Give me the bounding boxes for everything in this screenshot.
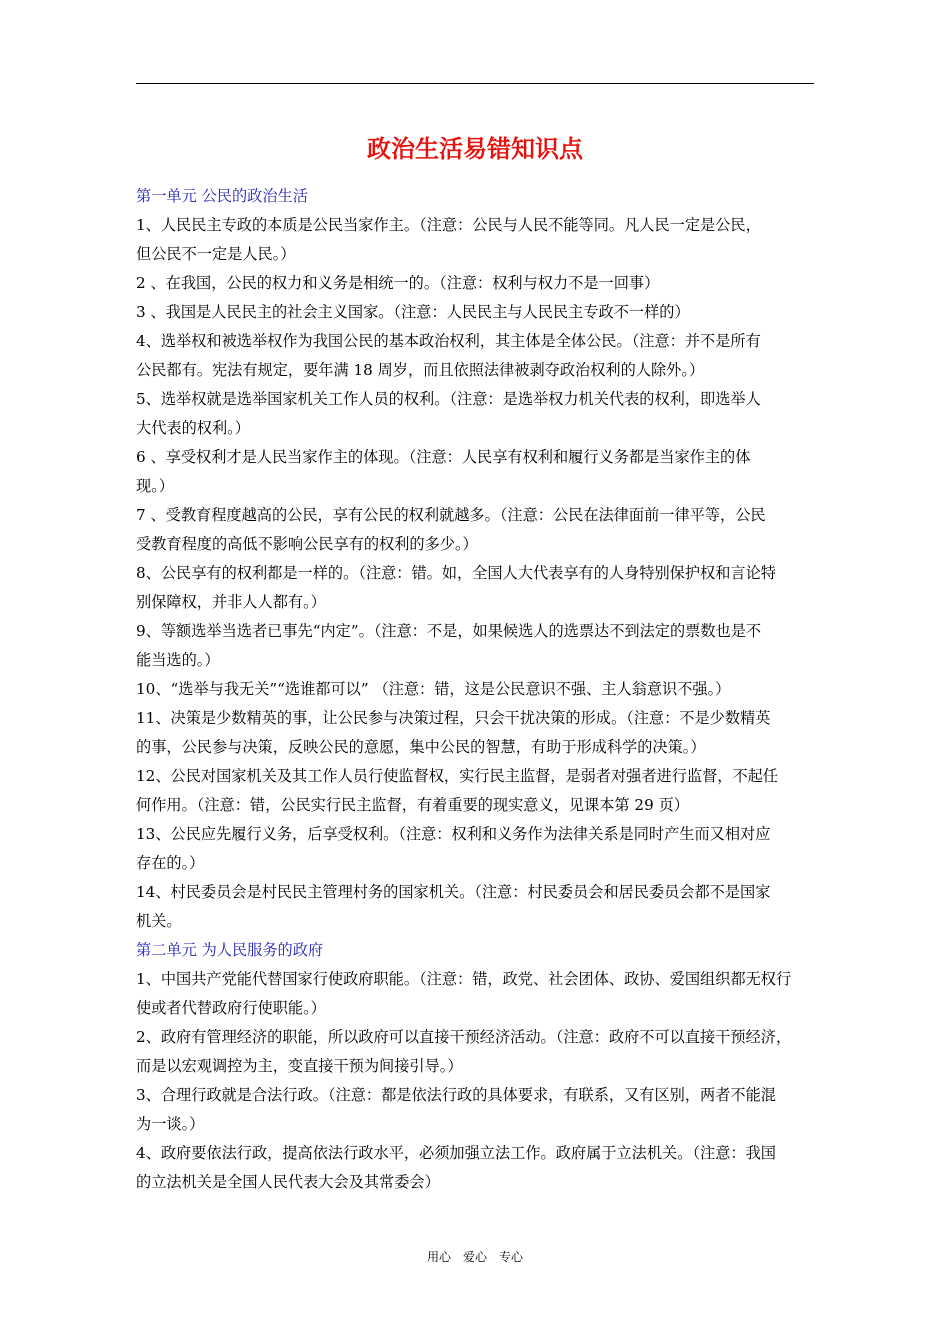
text-line: 现。） — [136, 477, 174, 495]
text-line: 2 、在我国，公民的权力和义务是相统一的。（注意：权利与权力不是一回事） — [136, 274, 660, 292]
text-line: 为一谈。） — [136, 1115, 205, 1133]
section-heading: 第二单元 为人民服务的政府 — [136, 941, 324, 959]
text-line: 2、政府有管理经济的职能，所以政府可以直接干预经济活动。（注意：政府不可以直接干预经济， — [136, 1028, 792, 1046]
text-line: 1、中国共产党能代替国家行使政府职能。（注意：错，政党、社会团体、政协、爱国组织都无权行 — [136, 970, 792, 988]
text-line: 公民都有。宪法有规定，要年满 18 周岁，而且依照法律被剥夺政治权利的人除外。） — [136, 361, 705, 379]
document-body — [136, 182, 818, 1197]
text-line: 10、“选举与我无关”“选谁都可以” （注意：错，这是公民意识不强、主人翁意识不强。） — [136, 680, 731, 698]
text-line: 但公民不一定是人民。） — [136, 245, 296, 263]
text-line: 6 、享受权利才是人民当家作主的体现。（注意：人民享有权利和履行义务都是当家作主的体 — [136, 448, 751, 466]
text-line: 机关。 — [136, 912, 182, 930]
text-line: 而是以宏观调控为主，变直接干预为间接引导。） — [136, 1057, 463, 1075]
text-line: 5、选举权就是选举国家机关工作人员的权利。（注意：是选举权力机关代表的权利，即选举人 — [136, 390, 761, 408]
text-line: 4、政府要依法行政，提高依法行政水平，必须加强立法工作。政府属于立法机关。（注意：我国 — [136, 1144, 776, 1162]
text-line: 的立法机关是全国人民代表大会及其常委会） — [136, 1173, 440, 1191]
text-line: 13、公民应先履行义务，后享受权利。（注意：权利和义务作为法律关系是同时产生而又相对应 — [136, 825, 771, 843]
text-line: 的事，公民参与决策，反映公民的意愿，集中公民的智慧，有助于形成科学的决策。） — [136, 738, 706, 756]
text-line: 3、合理行政就是合法行政。（注意：都是依法行政的具体要求，有联系，又有区别，两者不能混 — [136, 1086, 776, 1104]
text-line: 14、村民委员会是村民民主管理村务的国家机关。（注意：村民委员会和居民委员会都不是国家 — [136, 883, 771, 901]
text-line: 11、决策是少数精英的事，让公民参与决策过程，只会干扰决策的形成。（注意：不是少数精英 — [136, 709, 771, 727]
text-line: 3 、我国是人民民主的社会主义国家。（注意：人民民主与人民民主专政不一样的） — [136, 303, 690, 321]
text-line: 8、公民享有的权利都是一样的。（注意：错。如，全国人大代表享有的人身特别保护权和言论特 — [136, 564, 776, 582]
document-title: 政治生活易错知识点 — [367, 134, 583, 163]
text-line: 1、人民民主专政的本质是公民当家作主。（注意：公民与人民不能等同。凡人民一定是公民， — [136, 216, 761, 234]
text-line: 受教育程度的高低不影响公民享有的权利的多少。） — [136, 535, 478, 553]
text-line: 9、等额选举当选者已事先“内定”。（注意：不是，如果候选人的选票达不到法定的票数也是不 — [136, 622, 762, 640]
text-line: 7 、受教育程度越高的公民，享有公民的权利就越多。（注意：公民在法律面前一律平等，公民 — [136, 506, 766, 524]
text-line: 12、公民对国家机关及其工作人员行使监督权，实行民主监督，是弱者对强者进行监督，不起任 — [136, 767, 779, 785]
text-line: 大代表的权利。） — [136, 419, 250, 437]
text-line: 使或者代替政府行使职能。） — [136, 999, 326, 1017]
text-line: 存在的。） — [136, 854, 205, 872]
page-footer: 用心 爱心 专心 — [426, 1250, 523, 1264]
text-line: 4、选举权和被选举权作为我国公民的基本政治权利，其主体是全体公民。（注意：并不是所有 — [136, 332, 761, 350]
text-line: 何作用。（注意：错，公民实行民主监督，有着重要的现实意义，见课本第 29 页） — [136, 796, 689, 814]
header-rule — [136, 83, 814, 84]
section-heading: 第一单元 公民的政治生活 — [136, 187, 308, 205]
text-line: 能当选的。） — [136, 651, 220, 669]
text-line: 别保障权，并非人人都有。） — [136, 593, 326, 611]
